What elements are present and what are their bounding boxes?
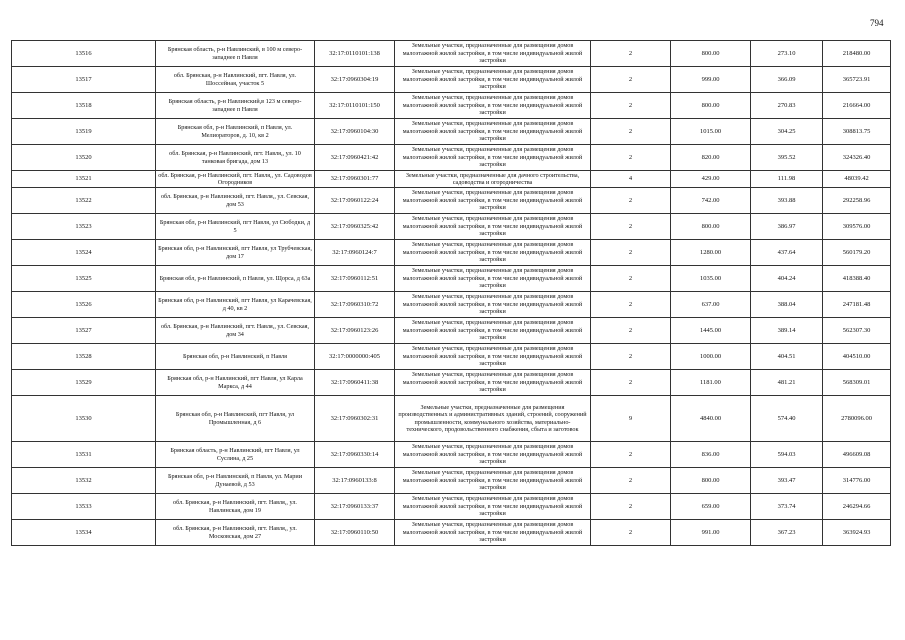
cell-group: 2	[591, 370, 671, 396]
cell-id: 13533	[12, 494, 156, 520]
cell-cadastral-value: 496609.08	[823, 442, 891, 468]
cell-land-category: Земельные участки, предназначенные для размещения домов малоэтажной жилой застройки, в том числе индивидуальной жилой застройки	[395, 370, 591, 396]
cell-group: 2	[591, 67, 671, 93]
cell-specific-value: 395.52	[751, 145, 823, 171]
cell-land-category: Земельные участки, предназначенные для размещения домов малоэтажной жилой застройки, в том числе индивидуальной жилой застройки	[395, 442, 591, 468]
cell-area: 1181.00	[671, 370, 751, 396]
cell-group: 4	[591, 171, 671, 188]
cell-cadastral-value: 562307.30	[823, 318, 891, 344]
cell-group: 2	[591, 214, 671, 240]
cell-area: 836.00	[671, 442, 751, 468]
cell-land-category: Земельные участки, предназначенные для размещения домов малоэтажной жилой застройки, в том числе индивидуальной жилой застройки	[395, 520, 591, 546]
cell-area: 800.00	[671, 41, 751, 67]
cell-cadastral-number: 32:17:0110101:138	[315, 41, 395, 67]
cell-id: 13522	[12, 188, 156, 214]
cell-group: 2	[591, 468, 671, 494]
cell-id: 13519	[12, 119, 156, 145]
cell-cadastral-number: 32:17:0960124:7	[315, 240, 395, 266]
table-row	[12, 41, 891, 67]
cell-cadastral-value: 314776.00	[823, 468, 891, 494]
cell-id: 13526	[12, 292, 156, 318]
table-row	[12, 292, 891, 318]
cell-address: обл. Брянская, р-н Навлинский, пгт. Навля,, ул. Навлинская, дом 19	[156, 494, 315, 520]
cadastral-value-table	[11, 40, 891, 546]
cell-specific-value: 273.10	[751, 41, 823, 67]
table-row	[12, 188, 891, 214]
cell-cadastral-value: 247181.48	[823, 292, 891, 318]
cell-cadastral-number: 32:17:0960123:26	[315, 318, 395, 344]
cell-cadastral-number: 32:17:0960104:30	[315, 119, 395, 145]
table-body	[12, 41, 891, 546]
cell-id: 13521	[12, 171, 156, 188]
cell-id: 13516	[12, 41, 156, 67]
cell-group: 2	[591, 494, 671, 520]
cell-specific-value: 367.23	[751, 520, 823, 546]
cell-group: 9	[591, 396, 671, 442]
cell-group: 2	[591, 442, 671, 468]
cell-specific-value: 111.98	[751, 171, 823, 188]
cell-land-category: Земельные участки, предназначенные для размещения домов малоэтажной жилой застройки, в том числе индивидуальной жилой застройки	[395, 494, 591, 520]
cell-cadastral-number: 32:17:0960112:51	[315, 266, 395, 292]
cell-specific-value: 270.83	[751, 93, 823, 119]
cell-id: 13530	[12, 396, 156, 442]
cell-id: 13520	[12, 145, 156, 171]
cell-cadastral-number: 32:17:0110101:150	[315, 93, 395, 119]
cell-id: 13524	[12, 240, 156, 266]
cell-cadastral-number: 32:17:0960304:19	[315, 67, 395, 93]
table-row	[12, 171, 891, 188]
cell-cadastral-value: 365723.91	[823, 67, 891, 93]
cell-id: 13528	[12, 344, 156, 370]
cell-cadastral-number: 32:17:0960421:42	[315, 145, 395, 171]
cell-id: 13518	[12, 93, 156, 119]
table-row	[12, 145, 891, 171]
table-row	[12, 442, 891, 468]
cell-cadastral-number: 32:17:0960133:37	[315, 494, 395, 520]
cell-cadastral-number: 32:17:0960301:77	[315, 171, 395, 188]
cell-land-category: Земельные участки, предназначенные для размещения домов малоэтажной жилой застройки, в том числе индивидуальной жилой застройки	[395, 93, 591, 119]
cell-address: Брянская обл, р-н Навлинский, п Навля, ул. Мелиораторов, д. 10, кв 2	[156, 119, 315, 145]
cell-cadastral-number: 32:17:0960133:8	[315, 468, 395, 494]
cell-cadastral-number: 32:17:0960122:24	[315, 188, 395, 214]
cell-cadastral-number: 32:17:0960330:14	[315, 442, 395, 468]
cell-area: 800.00	[671, 468, 751, 494]
cell-address: Брянская обл, р-н Навлинский, п Навля, ул. Щорса, д 63а	[156, 266, 315, 292]
cell-land-category: Земельные участки, предназначенные для размещения домов малоэтажной жилой застройки, в том числе индивидуальной жилой застройки	[395, 344, 591, 370]
cell-cadastral-number: 32:17:0960411:38	[315, 370, 395, 396]
cell-specific-value: 373.74	[751, 494, 823, 520]
cell-specific-value: 393.47	[751, 468, 823, 494]
cell-specific-value: 386.97	[751, 214, 823, 240]
cell-land-category: Земельные участки, предназначенные для размещения домов малоэтажной жилой застройки, в том числе индивидуальной жилой застройки	[395, 145, 591, 171]
table-row	[12, 344, 891, 370]
cell-id: 13532	[12, 468, 156, 494]
cell-area: 637.00	[671, 292, 751, 318]
cell-address: Брянская обл, р-н Навлинский, пгт Навля, ул Сюбодки, д 5	[156, 214, 315, 240]
cell-address: Брянская обл, р-н Навлинский, пгт Навля, ул Трубчевская, дом 17	[156, 240, 315, 266]
cell-address: Брянская область, р-н Навлинский, в 100 м северо-западнее п Навля	[156, 41, 315, 67]
cell-specific-value: 388.04	[751, 292, 823, 318]
cell-group: 2	[591, 188, 671, 214]
cell-cadastral-value: 404510.00	[823, 344, 891, 370]
cell-cadastral-value: 218480.00	[823, 41, 891, 67]
table-row	[12, 520, 891, 546]
cell-cadastral-value: 418388.40	[823, 266, 891, 292]
cell-cadastral-number: 32:17:0960325:42	[315, 214, 395, 240]
cell-area: 820.00	[671, 145, 751, 171]
cell-land-category: Земельные участки, предназначенные для размещения производственных и административных зданий, строений, сооружений промышленности, коммунального хозяйства, материально-технического, продовольственного снабжения, сбыта и заготовок	[395, 396, 591, 442]
cell-group: 2	[591, 344, 671, 370]
cell-cadastral-value: 308813.75	[823, 119, 891, 145]
cell-area: 742.00	[671, 188, 751, 214]
cell-cadastral-value: 292258.96	[823, 188, 891, 214]
cell-id: 13527	[12, 318, 156, 344]
cell-address: Брянская обл, р-н Навлинский, пгт Навля, ул Карла Маркса, д 44	[156, 370, 315, 396]
cell-address: обл. Брянская, р-н Навлинский, пгт. Навля, ул. Шоссейная, участок 5	[156, 67, 315, 93]
table-row	[12, 67, 891, 93]
cell-area: 4840.00	[671, 396, 751, 442]
cell-specific-value: 404.24	[751, 266, 823, 292]
table-row	[12, 468, 891, 494]
cell-cadastral-number: 32:17:0000000:405	[315, 344, 395, 370]
cell-address: обл. Брянская, р-н Навлинский, пгт. Навля,, ул. Севская, дом 34	[156, 318, 315, 344]
cell-area: 1035.00	[671, 266, 751, 292]
cell-cadastral-number: 32:17:0960302:31	[315, 396, 395, 442]
table-row	[12, 214, 891, 240]
cell-area: 429.00	[671, 171, 751, 188]
cell-land-category: Земельные участки, предназначенные для размещения домов малоэтажной жилой застройки, в том числе индивидуальной жилой застройки	[395, 292, 591, 318]
cell-specific-value: 594.03	[751, 442, 823, 468]
cell-specific-value: 304.25	[751, 119, 823, 145]
cell-id: 13531	[12, 442, 156, 468]
cell-area: 999.00	[671, 67, 751, 93]
cell-id: 13534	[12, 520, 156, 546]
cell-land-category: Земельные участки, предназначенные для размещения домов малоэтажной жилой застройки, в том числе индивидуальной жилой застройки	[395, 188, 591, 214]
cell-specific-value: 481.21	[751, 370, 823, 396]
cell-specific-value: 389.14	[751, 318, 823, 344]
cell-id: 13517	[12, 67, 156, 93]
cell-cadastral-value: 363924.93	[823, 520, 891, 546]
cell-cadastral-value: 309576.00	[823, 214, 891, 240]
cell-cadastral-number: 32:17:0960310:72	[315, 292, 395, 318]
cell-area: 1280.00	[671, 240, 751, 266]
cell-cadastral-number: 32:17:0960110:50	[315, 520, 395, 546]
cell-group: 2	[591, 145, 671, 171]
cell-area: 1000.00	[671, 344, 751, 370]
cell-address: Брянская обл, р-н Навлинский, п Навля, ул. Марии Дунаевой, д 53	[156, 468, 315, 494]
cell-address: обл. Брянская, р-н Навлинский, пгт. Навля,, ул. Московская, дом 27	[156, 520, 315, 546]
cell-area: 991.00	[671, 520, 751, 546]
cell-group: 2	[591, 292, 671, 318]
cell-cadastral-value: 560179.20	[823, 240, 891, 266]
cell-specific-value: 393.88	[751, 188, 823, 214]
table-row	[12, 266, 891, 292]
cell-cadastral-value: 48039.42	[823, 171, 891, 188]
cell-area: 800.00	[671, 214, 751, 240]
table-row	[12, 318, 891, 344]
cell-address: обл. Брянская, р-н Навлинский, пгт. Навля,, ул. Садоводов Огородников	[156, 171, 315, 188]
cell-address: Брянская обл, р-н Навлинский, п Навля	[156, 344, 315, 370]
cell-group: 2	[591, 520, 671, 546]
cell-group: 2	[591, 119, 671, 145]
cell-area: 1445.00	[671, 318, 751, 344]
cell-specific-value: 366.09	[751, 67, 823, 93]
cell-specific-value: 404.51	[751, 344, 823, 370]
cell-land-category: Земельные участки, предназначенные для размещения домов малоэтажной жилой застройки, в том числе индивидуальной жилой застройки	[395, 318, 591, 344]
cell-area: 800.00	[671, 93, 751, 119]
cell-land-category: Земельные участки, предназначенные для дачного строительства, садоводства и огородничества	[395, 171, 591, 188]
table-row	[12, 240, 891, 266]
cell-address: Брянская обл, р-н Навлинский, пгт Навля, ул Промышленная, д 6	[156, 396, 315, 442]
cell-address: Брянская область, р-н Навлинский, пгт Навля, ул Суслина, д 25	[156, 442, 315, 468]
table-row	[12, 370, 891, 396]
table-row	[12, 119, 891, 145]
cell-land-category: Земельные участки, предназначенные для размещения домов малоэтажной жилой застройки, в том числе индивидуальной жилой застройки	[395, 119, 591, 145]
cell-specific-value: 574.40	[751, 396, 823, 442]
cell-land-category: Земельные участки, предназначенные для размещения домов малоэтажной жилой застройки, в том числе индивидуальной жилой застройки	[395, 266, 591, 292]
cell-area: 659.00	[671, 494, 751, 520]
cell-group: 2	[591, 93, 671, 119]
cell-group: 2	[591, 41, 671, 67]
cell-group: 2	[591, 266, 671, 292]
cell-land-category: Земельные участки, предназначенные для размещения домов малоэтажной жилой застройки, в том числе индивидуальной жилой застройки	[395, 214, 591, 240]
cell-group: 2	[591, 240, 671, 266]
cell-address: обл. Брянская, р-н Навлинский, пгт. Навля,, ул. Севская, дом 53	[156, 188, 315, 214]
cell-specific-value: 437.64	[751, 240, 823, 266]
table-row	[12, 494, 891, 520]
cell-group: 2	[591, 318, 671, 344]
cell-land-category: Земельные участки, предназначенные для размещения домов малоэтажной жилой застройки, в том числе индивидуальной жилой застройки	[395, 41, 591, 67]
cell-land-category: Земельные участки, предназначенные для размещения домов малоэтажной жилой застройки, в том числе индивидуальной жилой застройки	[395, 468, 591, 494]
table-row	[12, 396, 891, 442]
cell-address: Брянская область, р-н Навлинский,в 123 м северо-западнее п Навля	[156, 93, 315, 119]
cell-cadastral-value: 246294.66	[823, 494, 891, 520]
cell-address: Брянская обл, р-н Навлинский, пгт Навля, ул Карачевская, д 40, кв 2	[156, 292, 315, 318]
cell-land-category: Земельные участки, предназначенные для размещения домов малоэтажной жилой застройки, в том числе индивидуальной жилой застройки	[395, 67, 591, 93]
cell-cadastral-value: 2780096.00	[823, 396, 891, 442]
cell-cadastral-value: 324326.40	[823, 145, 891, 171]
table-row	[12, 93, 891, 119]
cell-id: 13529	[12, 370, 156, 396]
cell-cadastral-value: 568309.01	[823, 370, 891, 396]
cell-id: 13525	[12, 266, 156, 292]
cell-cadastral-value: 216664.00	[823, 93, 891, 119]
cell-land-category: Земельные участки, предназначенные для размещения домов малоэтажной жилой застройки, в том числе индивидуальной жилой застройки	[395, 240, 591, 266]
cell-area: 1015.00	[671, 119, 751, 145]
cell-address: обл. Брянская, р-н Навлинский, пгт. Навля,, ул. 10 танковая бригада, дом 13	[156, 145, 315, 171]
cell-id: 13523	[12, 214, 156, 240]
page-number: 794	[870, 18, 884, 28]
